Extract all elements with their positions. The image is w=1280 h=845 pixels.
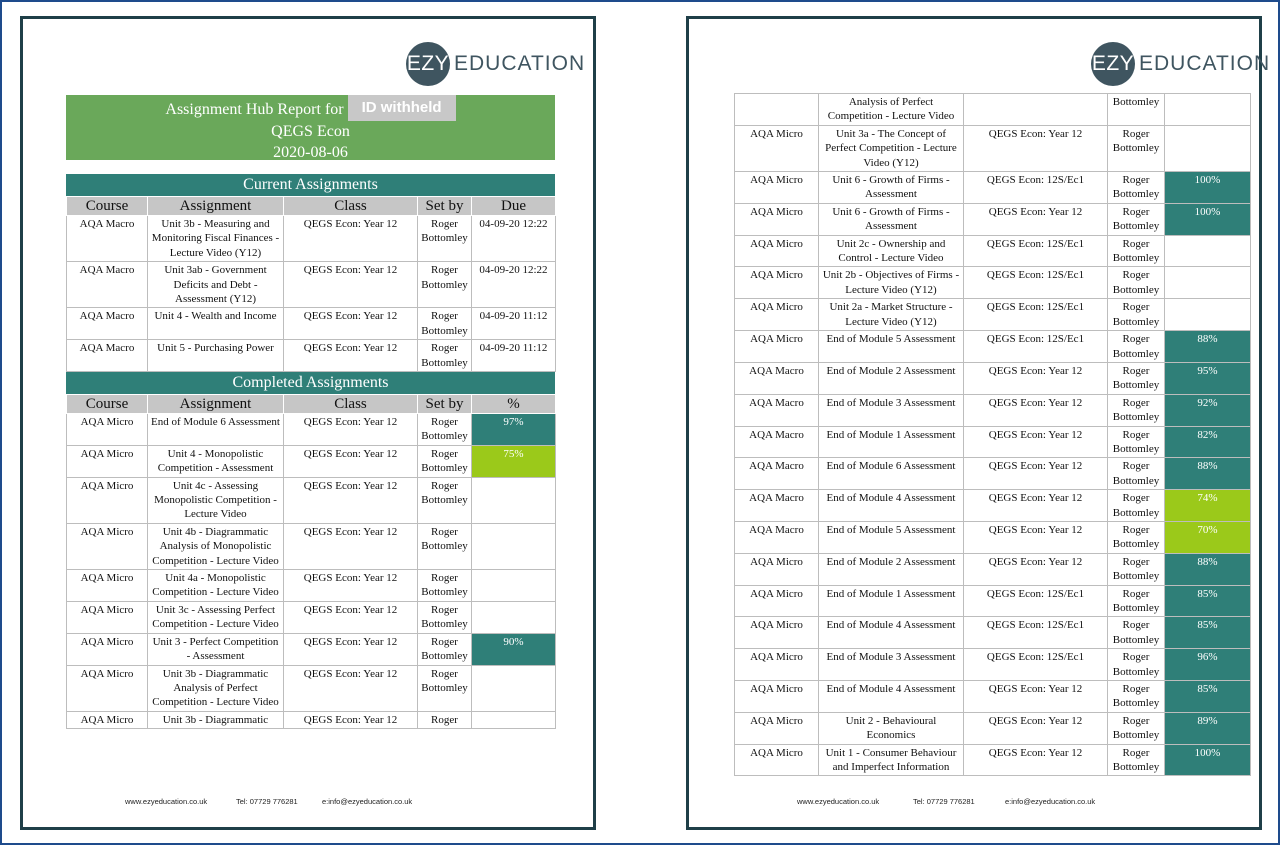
course-cell: AQA Micro <box>67 665 148 711</box>
course-cell <box>735 94 819 126</box>
class-cell <box>964 94 1108 126</box>
set-by-cell: Roger Bottomley <box>418 601 472 633</box>
table-row <box>735 394 1251 426</box>
class-cell: QEGS Econ: Year 12 <box>964 125 1108 171</box>
score-cell <box>472 601 556 633</box>
course-cell: AQA Micro <box>735 681 819 713</box>
set-by-cell: Roger Bottomley <box>1108 521 1165 553</box>
table-row <box>735 490 1251 522</box>
score-cell: 90% <box>472 633 556 665</box>
table-row <box>735 203 1251 235</box>
table-row <box>67 601 556 633</box>
assignment-cell: Unit 2c - Ownership and Control - Lecture Video <box>819 235 964 267</box>
due-cell: 04-09-20 11:12 <box>472 308 556 340</box>
report-page-1 <box>20 16 596 830</box>
current-assignments-table <box>66 196 556 372</box>
ezy-education-logo <box>406 42 585 86</box>
column-header: Class <box>284 197 418 216</box>
course-cell: AQA Micro <box>735 712 819 744</box>
class-cell: QEGS Econ: Year 12 <box>284 477 418 523</box>
column-header: Course <box>67 197 148 216</box>
table-clip <box>734 93 1250 774</box>
course-cell: AQA Micro <box>735 331 819 363</box>
class-cell: QEGS Econ: Year 12 <box>964 426 1108 458</box>
completed-assignments-title: Completed Assignments <box>66 372 555 394</box>
assignment-cell: Unit 4a - Monopolistic Competition - Lecture Video <box>148 570 284 602</box>
assignment-cell: Unit 3b - Diagrammatic <box>148 711 284 728</box>
class-cell: QEGS Econ: Year 12 <box>284 216 418 262</box>
column-header: % <box>472 395 556 414</box>
table-row <box>67 262 556 308</box>
assignment-cell: Unit 4 - Wealth and Income <box>148 308 284 340</box>
set-by-cell: Roger Bottomley <box>1108 299 1165 331</box>
logo-circle: EZY <box>406 42 450 86</box>
table-row <box>735 331 1251 363</box>
class-cell: QEGS Econ: 12S/Ec1 <box>964 585 1108 617</box>
assignment-cell: End of Module 4 Assessment <box>819 681 964 713</box>
set-by-cell: Roger Bottomley <box>1108 331 1165 363</box>
set-by-cell: Roger <box>418 711 472 728</box>
table-row <box>735 125 1251 171</box>
table-row <box>67 633 556 665</box>
due-cell: 04-09-20 12:22 <box>472 216 556 262</box>
set-by-cell: Roger Bottomley <box>1108 426 1165 458</box>
logo-circle: EZY <box>1091 42 1135 86</box>
class-cell: QEGS Econ: Year 12 <box>284 445 418 477</box>
course-cell: AQA Macro <box>735 394 819 426</box>
assignment-cell: Unit 4c - Assessing Monopolistic Competition - Lecture Video <box>148 477 284 523</box>
report-title: Assignment Hub Report for <box>165 100 344 118</box>
assignment-cell: Unit 4 - Monopolistic Competition - Assessment <box>148 445 284 477</box>
class-cell: QEGS Econ: 12S/Ec1 <box>964 235 1108 267</box>
set-by-cell: Roger Bottomley <box>1108 649 1165 681</box>
table-row <box>735 744 1251 776</box>
set-by-cell: Roger Bottomley <box>1108 712 1165 744</box>
class-cell: QEGS Econ: 12S/Ec1 <box>964 331 1108 363</box>
table-row <box>67 570 556 602</box>
table-row <box>735 649 1251 681</box>
table-clip <box>66 394 555 761</box>
footer-website: www.ezyeducation.co.uk <box>125 797 208 806</box>
score-cell: 88% <box>1165 553 1251 585</box>
class-cell: QEGS Econ: Year 12 <box>284 570 418 602</box>
set-by-cell: Roger Bottomley <box>418 262 472 308</box>
course-cell: AQA Micro <box>735 125 819 171</box>
column-header: Assignment <box>148 395 284 414</box>
course-cell: AQA Micro <box>67 523 148 569</box>
logo-word: EDUCATION <box>454 52 586 75</box>
course-cell: AQA Micro <box>735 553 819 585</box>
score-cell <box>472 665 556 711</box>
course-cell: AQA Micro <box>735 744 819 776</box>
score-cell <box>1165 235 1251 267</box>
score-cell: 96% <box>1165 649 1251 681</box>
column-header: Assignment <box>148 197 284 216</box>
report-header <box>66 95 555 160</box>
table-row <box>735 521 1251 553</box>
score-cell: 85% <box>1165 681 1251 713</box>
table-row <box>735 585 1251 617</box>
assignment-cell: Unit 3b - Diagrammatic Analysis of Perfect Competition - Lecture Video <box>148 665 284 711</box>
table-row <box>735 362 1251 394</box>
assignment-cell: Unit 1 - Consumer Behaviour and Imperfect Information <box>819 744 964 776</box>
course-cell: AQA Micro <box>735 172 819 204</box>
course-cell: AQA Micro <box>735 299 819 331</box>
course-cell: AQA Micro <box>735 617 819 649</box>
score-cell: 100% <box>1165 203 1251 235</box>
set-by-cell: Roger Bottomley <box>418 340 472 372</box>
assignment-cell: Unit 2a - Market Structure - Lecture Video (Y12) <box>819 299 964 331</box>
course-cell: AQA Micro <box>735 585 819 617</box>
due-cell: 04-09-20 11:12 <box>472 340 556 372</box>
score-cell: 100% <box>1165 744 1251 776</box>
assignment-cell: Unit 2b - Objectives of Firms - Lecture Video (Y12) <box>819 267 964 299</box>
score-cell: 97% <box>472 414 556 446</box>
class-cell: QEGS Econ: 12S/Ec1 <box>964 172 1108 204</box>
class-cell: QEGS Econ: Year 12 <box>964 394 1108 426</box>
set-by-cell: Roger Bottomley <box>1108 490 1165 522</box>
set-by-cell: Roger Bottomley <box>1108 362 1165 394</box>
score-cell: 95% <box>1165 362 1251 394</box>
assignment-cell: Analysis of Perfect Competition - Lecture Video <box>819 94 964 126</box>
table-row <box>735 172 1251 204</box>
class-cell: QEGS Econ: Year 12 <box>964 744 1108 776</box>
assignment-cell: End of Module 1 Assessment <box>819 585 964 617</box>
score-cell: 100% <box>1165 172 1251 204</box>
assignment-cell: End of Module 6 Assessment <box>819 458 964 490</box>
table-row <box>735 681 1251 713</box>
footer-website: www.ezyeducation.co.uk <box>797 797 880 806</box>
score-cell <box>472 523 556 569</box>
course-cell: AQA Macro <box>67 340 148 372</box>
table-row <box>735 712 1251 744</box>
report-date: 2020-08-06 <box>273 144 348 161</box>
course-cell: AQA Macro <box>735 490 819 522</box>
class-cell: QEGS Econ: Year 12 <box>964 362 1108 394</box>
score-cell: 89% <box>1165 712 1251 744</box>
assignment-cell: End of Module 3 Assessment <box>819 649 964 681</box>
score-cell <box>472 477 556 523</box>
score-cell <box>1165 267 1251 299</box>
assignment-cell: Unit 6 - Growth of Firms - Assessment <box>819 172 964 204</box>
table-row <box>735 94 1251 126</box>
footer-email: e:info@ezyeducation.co.uk <box>1005 797 1096 806</box>
set-by-cell: Roger Bottomley <box>1108 585 1165 617</box>
course-cell: AQA Macro <box>67 262 148 308</box>
assignment-cell: Unit 3b - Measuring and Monitoring Fiscal Finances - Lecture Video (Y12) <box>148 216 284 262</box>
completed-assignments-table <box>66 394 556 729</box>
course-cell: AQA Macro <box>735 426 819 458</box>
set-by-cell: Roger Bottomley <box>1108 125 1165 171</box>
class-cell: QEGS Econ: Year 12 <box>284 665 418 711</box>
assignment-cell: End of Module 5 Assessment <box>819 521 964 553</box>
table-row <box>735 617 1251 649</box>
course-cell: AQA Micro <box>67 633 148 665</box>
class-cell: QEGS Econ: 12S/Ec1 <box>964 617 1108 649</box>
table-row <box>67 523 556 569</box>
assignment-cell: Unit 2 - Behavioural Economics <box>819 712 964 744</box>
class-cell: QEGS Econ: Year 12 <box>284 414 418 446</box>
set-by-cell: Roger Bottomley <box>1108 744 1165 776</box>
table-row <box>67 665 556 711</box>
class-cell: QEGS Econ: Year 12 <box>284 523 418 569</box>
report-page-2 <box>686 16 1271 830</box>
table-row <box>67 711 556 728</box>
score-cell <box>472 711 556 728</box>
table-row <box>735 235 1251 267</box>
report-class-name: QEGS Econ <box>271 123 350 140</box>
course-cell: AQA Micro <box>735 649 819 681</box>
class-cell: QEGS Econ: Year 12 <box>964 458 1108 490</box>
score-cell: 74% <box>1165 490 1251 522</box>
score-cell: 88% <box>1165 458 1251 490</box>
ezy-education-logo <box>1091 42 1270 86</box>
course-cell: AQA Micro <box>67 711 148 728</box>
column-header: Course <box>67 395 148 414</box>
course-cell: AQA Macro <box>735 458 819 490</box>
class-cell: QEGS Econ: 12S/Ec1 <box>964 649 1108 681</box>
class-cell: QEGS Econ: Year 12 <box>284 262 418 308</box>
course-cell: AQA Micro <box>67 601 148 633</box>
set-by-cell: Roger Bottomley <box>1108 267 1165 299</box>
table-row <box>735 267 1251 299</box>
assignment-cell: End of Module 4 Assessment <box>819 490 964 522</box>
score-cell: 85% <box>1165 585 1251 617</box>
table-row <box>735 426 1251 458</box>
assignment-cell: Unit 3a - The Concept of Perfect Competition - Lecture Video (Y12) <box>819 125 964 171</box>
assignment-cell: End of Module 2 Assessment <box>819 362 964 394</box>
column-header: Set by <box>418 197 472 216</box>
class-cell: QEGS Econ: Year 12 <box>964 490 1108 522</box>
set-by-cell: Bottomley <box>1108 94 1165 126</box>
set-by-cell: Roger Bottomley <box>1108 203 1165 235</box>
footer-tel: Tel: 07729 776281 <box>913 797 975 806</box>
column-header: Class <box>284 395 418 414</box>
assignment-cell: Unit 4b - Diagrammatic Analysis of Monopolistic Competition - Lecture Video <box>148 523 284 569</box>
set-by-cell: Roger Bottomley <box>1108 458 1165 490</box>
set-by-cell: Roger Bottomley <box>1108 172 1165 204</box>
set-by-cell: Roger Bottomley <box>1108 394 1165 426</box>
assignment-cell: End of Module 4 Assessment <box>819 617 964 649</box>
set-by-cell: Roger Bottomley <box>1108 681 1165 713</box>
set-by-cell: Roger Bottomley <box>418 665 472 711</box>
redacted-id-box: ID withheld <box>348 95 456 121</box>
class-cell: QEGS Econ: Year 12 <box>964 203 1108 235</box>
assignment-cell: End of Module 6 Assessment <box>148 414 284 446</box>
set-by-cell: Roger Bottomley <box>418 477 472 523</box>
score-cell: 85% <box>1165 617 1251 649</box>
assignment-cell: Unit 5 - Purchasing Power <box>148 340 284 372</box>
set-by-cell: Roger Bottomley <box>1108 553 1165 585</box>
course-cell: AQA Macro <box>67 308 148 340</box>
class-cell: QEGS Econ: Year 12 <box>284 601 418 633</box>
current-assignments-title: Current Assignments <box>66 174 555 196</box>
course-cell: AQA Macro <box>735 521 819 553</box>
score-cell: 70% <box>1165 521 1251 553</box>
course-cell: AQA Micro <box>67 445 148 477</box>
set-by-cell: Roger Bottomley <box>418 308 472 340</box>
set-by-cell: Roger Bottomley <box>418 633 472 665</box>
course-cell: AQA Macro <box>67 216 148 262</box>
course-cell: AQA Micro <box>67 477 148 523</box>
course-cell: AQA Micro <box>735 203 819 235</box>
class-cell: QEGS Econ: 12S/Ec1 <box>964 267 1108 299</box>
score-cell: 88% <box>1165 331 1251 363</box>
completed-assignments-table-continued <box>734 93 1251 776</box>
score-cell <box>1165 94 1251 126</box>
class-cell: QEGS Econ: 12S/Ec1 <box>964 299 1108 331</box>
course-cell: AQA Micro <box>735 267 819 299</box>
logo-word: EDUCATION <box>1139 52 1271 75</box>
table-row <box>67 477 556 523</box>
course-cell: AQA Micro <box>67 414 148 446</box>
set-by-cell: Roger Bottomley <box>418 414 472 446</box>
score-cell <box>1165 299 1251 331</box>
set-by-cell: Roger Bottomley <box>418 570 472 602</box>
course-cell: AQA Macro <box>735 362 819 394</box>
table-row <box>735 299 1251 331</box>
score-cell: 82% <box>1165 426 1251 458</box>
class-cell: QEGS Econ: Year 12 <box>284 308 418 340</box>
due-cell: 04-09-20 12:22 <box>472 262 556 308</box>
assignment-cell: End of Module 3 Assessment <box>819 394 964 426</box>
footer-tel: Tel: 07729 776281 <box>236 797 298 806</box>
column-header: Set by <box>418 395 472 414</box>
assignment-cell: Unit 3ab - Government Deficits and Debt - Assessment (Y12) <box>148 262 284 308</box>
footer-email: e:info@ezyeducation.co.uk <box>322 797 413 806</box>
assignment-cell: End of Module 1 Assessment <box>819 426 964 458</box>
score-cell <box>472 570 556 602</box>
table-row <box>67 340 556 372</box>
assignment-cell: Unit 6 - Growth of Firms - Assessment <box>819 203 964 235</box>
score-cell: 92% <box>1165 394 1251 426</box>
set-by-cell: Roger Bottomley <box>1108 617 1165 649</box>
table-row <box>67 308 556 340</box>
assignment-cell: End of Module 2 Assessment <box>819 553 964 585</box>
score-cell: 75% <box>472 445 556 477</box>
table-row <box>67 445 556 477</box>
class-cell: QEGS Econ: Year 12 <box>284 340 418 372</box>
set-by-cell: Roger Bottomley <box>418 523 472 569</box>
set-by-cell: Roger Bottomley <box>1108 235 1165 267</box>
table-row <box>735 553 1251 585</box>
table-row <box>735 458 1251 490</box>
class-cell: QEGS Econ: Year 12 <box>284 711 418 728</box>
set-by-cell: Roger Bottomley <box>418 216 472 262</box>
class-cell: QEGS Econ: Year 12 <box>964 712 1108 744</box>
column-header: Due <box>472 197 556 216</box>
class-cell: QEGS Econ: Year 12 <box>964 681 1108 713</box>
assignment-cell: Unit 3c - Assessing Perfect Competition - Lecture Video <box>148 601 284 633</box>
course-cell: AQA Micro <box>67 570 148 602</box>
assignment-cell: Unit 3 - Perfect Competition - Assessment <box>148 633 284 665</box>
class-cell: QEGS Econ: Year 12 <box>964 553 1108 585</box>
class-cell: QEGS Econ: Year 12 <box>284 633 418 665</box>
set-by-cell: Roger Bottomley <box>418 445 472 477</box>
table-row <box>67 216 556 262</box>
class-cell: QEGS Econ: Year 12 <box>964 521 1108 553</box>
score-cell <box>1165 125 1251 171</box>
course-cell: AQA Micro <box>735 235 819 267</box>
table-row <box>67 414 556 446</box>
assignment-cell: End of Module 5 Assessment <box>819 331 964 363</box>
